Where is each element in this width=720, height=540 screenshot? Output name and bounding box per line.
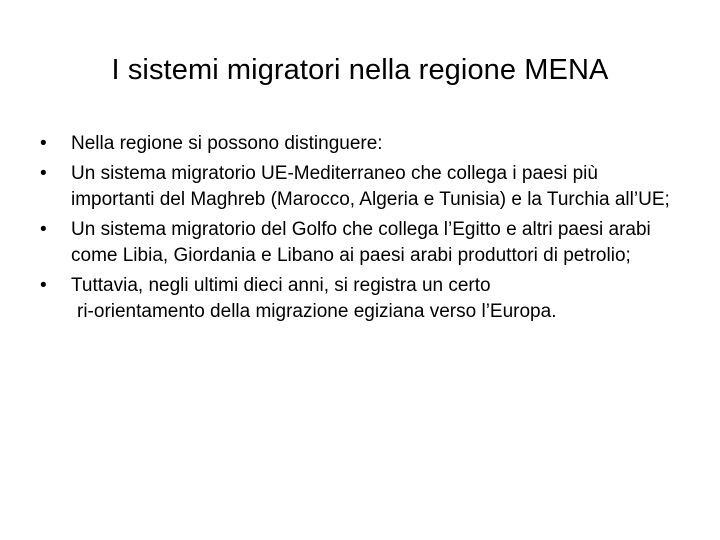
bullet-item <box>36 131 676 158</box>
bullet-list <box>36 131 676 329</box>
bullet-item <box>36 217 676 270</box>
bullet-item <box>36 273 676 326</box>
bullet-item <box>36 161 676 214</box>
bullet-text: Un sistema migratorio UE-Mediterraneo che collega i paesi più importanti del Maghreb (Marocco, Algeria e Tunisia) e la Turchia all’UE; <box>71 162 670 210</box>
bullet-marker: • <box>40 218 47 240</box>
bullet-continuation-text: ri-orientamento della migrazione egiziana verso l’Europa. <box>77 301 557 322</box>
bullet-marker: • <box>40 274 47 296</box>
bullet-marker: • <box>40 133 47 154</box>
slide-title: I sistemi migratori nella regione MENA <box>111 54 609 86</box>
bullet-marker: • <box>40 162 47 184</box>
bullet-text: Un sistema migratorio del Golfo che collega l’Egitto e altri paesi arabi come Libia, Giordania e Libano ai paesi arabi produttori di petrolio; <box>71 218 651 266</box>
bullet-text: Tuttavia, negli ultimi dieci anni, si registra un certo <box>71 274 491 296</box>
bullet-text: Nella regione si possono distinguere: <box>71 133 383 154</box>
